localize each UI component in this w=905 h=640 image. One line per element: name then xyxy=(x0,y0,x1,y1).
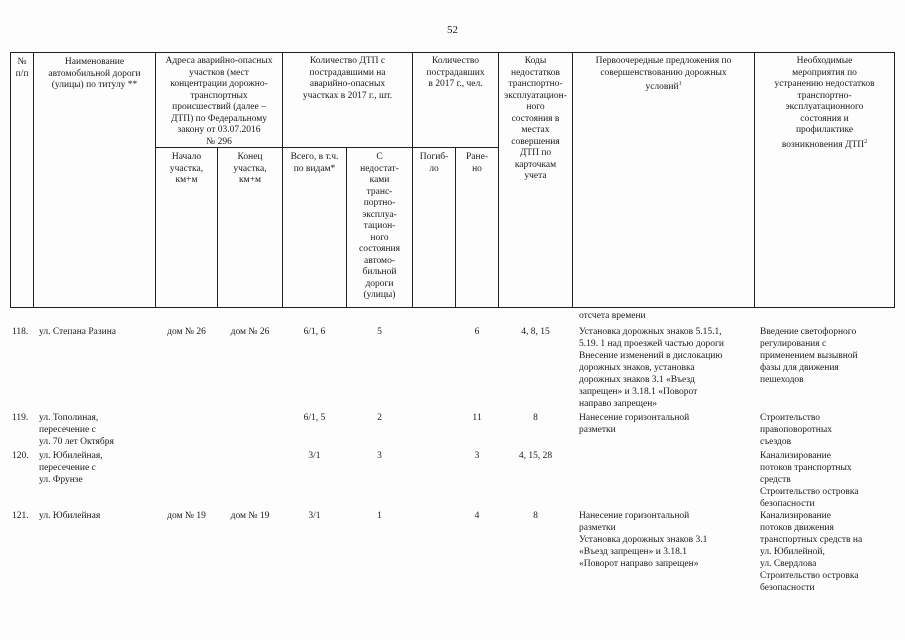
row-measures: Строительство правоповоротных съездов xyxy=(760,413,832,447)
row-num: 118. xyxy=(12,327,29,337)
header-proposals xyxy=(573,56,754,94)
row-total: 6/1, 5 xyxy=(303,413,326,423)
row-proposals: Установка дорожных знаков 5.15.1, 5.19. 1 над проезжей частью дороги Внесение изменений в дислокацию дорожных знаков, установка дорожных знаков 3.1 «Въезд запрещен» и 3.18.1 «Поворот направо запрещен» xyxy=(579,327,724,409)
row-defects: 2 xyxy=(377,413,382,423)
row-total: 3/1 xyxy=(308,451,321,461)
row-codes: 8 xyxy=(533,511,538,521)
row-num: 120. xyxy=(12,451,29,461)
header-end: Конец участка, км+м xyxy=(233,152,267,185)
header-num: № п/п xyxy=(15,57,29,79)
row-proposals: Нанесение горизонтальной разметки Установка дорожных знаков 3.1 «Въезд запрещен» и 3.18.1 «Поворот направо запрещен» xyxy=(579,511,708,569)
header-dtp-count: Количество ДТП с пострадавшими на аварийно-опасных участках в 2017 г., шт. xyxy=(302,56,393,101)
footnote-1-marker: 1 xyxy=(678,81,682,87)
row-injured: 3 xyxy=(474,451,480,461)
header-total: Всего, в т.ч. по видам* xyxy=(290,152,339,174)
header-defects: С недостат- ками транс- портно- эксплуа- тацион- ного состояния автомо- бильной дороги (улицы) xyxy=(359,152,400,300)
row-codes: 4, 8, 15 xyxy=(521,327,550,337)
row-defects: 5 xyxy=(377,327,382,337)
row-end: дом № 26 xyxy=(230,327,270,337)
header-injured: Ране- но xyxy=(466,152,488,174)
row-road: ул. Степана Разина xyxy=(39,327,117,337)
row-measures: Канализирование потоков транспортных средств Строительство островка безопасности xyxy=(760,451,859,509)
row-start: дом № 26 xyxy=(167,327,206,337)
col-border xyxy=(894,52,895,308)
table-top-border xyxy=(10,52,895,53)
row-end: дом № 19 xyxy=(230,511,270,521)
row-proposals: Нанесение горизонтальной разметки xyxy=(579,413,690,435)
row-measures: Канализирование потоков движения транспортных средств на ул. Юбилейной, ул. Свердлова Строительство островка безопасности xyxy=(760,511,863,593)
footnote-2-marker: 2 xyxy=(864,138,868,145)
header-road: Наименование автомобильной дороги (улицы) по титулу ** xyxy=(48,57,141,90)
header-victims: Количество пострадавших в 2017 г., чел. xyxy=(426,56,485,89)
row-injured: 6 xyxy=(474,327,480,337)
header-codes: Коды недостатков транспортно- эксплуатацион- ного состояния в местах совершения ДТП по карточкам учета xyxy=(504,56,567,181)
row-codes: 4, 15, 28 xyxy=(518,451,553,461)
header-killed: Погиб- ло xyxy=(419,152,449,174)
row-total: 3/1 xyxy=(308,511,321,521)
header-proposals-text: Первоочередные предложения по совершенствованию дорожных условий xyxy=(595,56,732,93)
row-road: ул. Тополиная, пересечение с ул. 70 лет Октября xyxy=(39,413,114,447)
carryover-text: отсчета времени xyxy=(579,311,646,321)
row-injured: 4 xyxy=(474,511,480,521)
row-defects: 1 xyxy=(377,511,382,521)
header-start: Начало участка, км+м xyxy=(169,152,204,185)
row-codes: 8 xyxy=(533,413,538,423)
row-defects: 3 xyxy=(377,451,382,461)
row-injured: 11 xyxy=(472,413,482,423)
header-measures-text: Необходимые мероприятия по устранению недостатков транспортно- эксплуатационного состояния и профилактике возникновения ДТП xyxy=(774,56,875,150)
row-start: дом № 19 xyxy=(167,511,206,521)
page-number: 52 xyxy=(447,24,458,36)
row-road: ул. Юбилейная xyxy=(39,511,101,521)
table-bottom-border xyxy=(10,307,895,308)
row-num: 119. xyxy=(12,413,29,423)
header-measures xyxy=(755,56,894,151)
row-measures: Введение светофорного регулирования с применением вызывной фазы для движения пешеходов xyxy=(760,327,858,385)
row-road: ул. Юбилейная, пересечение с ул. Фрунзе xyxy=(39,451,103,485)
row-num: 121. xyxy=(12,511,29,521)
header-addresses: Адреса аварийно-опасных участков (мест концентрации дорожно- транспортных происшествий (далее – ДТП) по Федеральному закону от 03.07.2016 № 296 xyxy=(165,56,273,147)
col-border xyxy=(10,52,11,308)
row-total: 6/1, 6 xyxy=(303,327,326,337)
